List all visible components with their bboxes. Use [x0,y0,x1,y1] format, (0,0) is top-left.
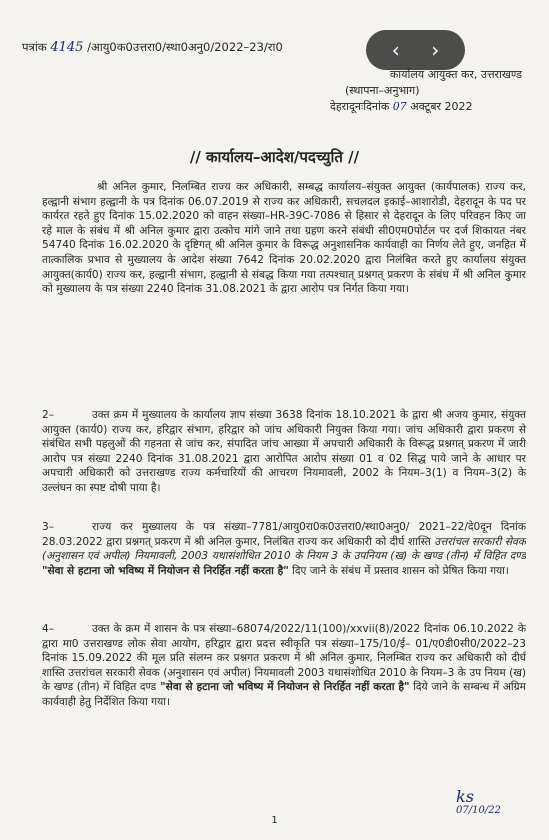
paragraph-3-text-b: दिए जाने के संबंध में प्रस्ताव शासन को प्रेषित किया गया। [288,564,509,577]
paragraph-4-penalty: "सेवा से हटाना जो भविष्य में नियोजन से निरर्हित नहीं करता है" [156,681,410,694]
paragraph-4-text-a: उक्त के क्रम में शासन के पत्र संख्या–68074/2022/11(100)/xxvii(8)/2022 दिनांक 06.10.2022 के द्वारा मा0 उत्तराखण्ड लोक सेवा आयोग, हरिद्वार द्वारा प्रदत्त स्वीकृति पत्र संख्या–175/10/ई– 01/ए0डी0सी0/2022–23 दिनांक 15.09.2022 की मूल प्रति संलग्न कर प्रश्नगत प्रकरण में श्री अनिल कुमार, निलम्बित राज्य कर अधिकारी को दीर्घ शास्ति उत्तरांचल सरकारी सेवक (अनुशासन एवं अपील) नियमावली 2003 यथासंशोधित 2010 के नियम–3 के उप नियम (ख) के खण्ड (तीन) में विहित दण्ड [42,623,526,694]
date-prefix: देहरादूनःदिनांक [330,100,390,113]
paragraph-3-penalty: "सेवा से हटाना जो भविष्य में नियोजन से निरर्हित नहीं करता है" [42,564,289,577]
office-name: कार्यालय आयुक्त कर, उत्तराखण्ड [389,68,522,81]
page-navigation [366,30,465,70]
next-page-button[interactable]: › [431,38,440,62]
paragraph-3 [42,520,526,610]
issue-date [330,100,473,114]
previous-page-button[interactable]: ‹ [391,38,400,62]
paragraph-1-text: श्री अनिल कुमार, निलम्बित राज्य कर अधिकारी, सम्बद्ध कार्यालय–संयुक्त आयुक्त (कार्यपालक) राज्य कर, हल्द्वानी संभाग हल्द्वानी के पत्र दिनांक 06.07.2019 से राज्य कर अधिकारी, सचलदल इकाई–आशारोडी, देहरादून के पद पर कार्यरत रहते हुए दिनांक 15.02.2020 को वाहन संख्या–HR-39C-7086 से हिसार से देहरादून के लिए परिवहन किए जा रहे माल के संबंध में श्री अनिल कुमार द्वारा उत्कोच मांगे जाने तथा ग्रहण करने संबंधी सी0एम0पोर्टल पर दर्ज शिकायत नंबर 54740 दिनांक 16.02.2020 के दृष्टिगत् श्री अनिल कुमार के विरूद्ध अनुशासनिक कार्यवाही का निर्णय लेते हुए, जनहित में तात्कालिक प्रभाव से मुख्यालय के आदेश संख्या 7642 दिनांक 20.02.2020 द्वारा निलंबित करते हुए कार्यालय संयुक्त आयुक्त(कार्य0) राज्य कर, हल्द्वानी संभाग, हल्द्वानी से संबद्ध किया गया तत्पश्चात् प्रश्नगत् प्रकरण के संबंध में श्री अनिल कुमार को मुख्यालय के पत्र संख्या 2240 दिनांक 31.08.2021 के द्वारा आरोप पत्र निर्गत किया गया। [42,181,526,296]
page-number: 1 [271,815,278,826]
signature-initials: ks [456,787,474,806]
reference-line [22,40,283,55]
signature-date: 07/10/22 [456,805,501,816]
date-suffix: अक्टूबर 2022 [410,100,473,113]
signature [456,787,501,818]
paragraph-2-text: उक्त क्रम में मुख्यालय के कार्यालय ज्ञाप संख्या 3638 दिनांक 18.10.2021 के द्वारा श्री अजय कुमार, संयुक्त आयुक्त (कार्य0) राज्य कर, हरिद्वार संभाग, हरिद्वार को जांच अधिकारी नियुक्त किया गया। जांच अधिकारी द्वारा प्रकरण से संबंधित सभी पहलुओं की गहनता से जांच कर, संपादित जांच आख्या में अपचारी अधिकारी के विरूद्ध प्रश्नगत् प्रकरण में जारी आरोप पत्र संख्या 2240 दिनांक 31.08.2021 द्वारा आरोपित आरोप संख्या 01 व 02 सिद्ध पाये जाने के आधार पर अपचारी अधिकारी को उत्तराखण्ड राज्य कर्मचारियों की आचरण नियमावली, 2002 के नियम–3(1) व नियम–3(2) के उल्लंघन का स्पष्ट दोषी पाया है। [42,409,526,494]
paragraph-4-number: 4– [42,623,55,635]
ref-rest: /आयु0क0उत्तरा0/स्था0अनु0/2022–23/रा0 [87,40,283,54]
paragraph-1 [42,180,526,390]
paragraph-4 [42,622,526,732]
paragraph-2-number: 2– [42,409,55,421]
ref-number: 4145 [50,40,84,55]
ref-prefix: पत्रांक [22,40,47,54]
paragraph-2 [42,408,526,513]
paragraph-4-text-b: दिये जाने के सम्बन्ध में अग्रिम कार्यवाही हेतु निर्देशित किया गया। [42,681,526,708]
office-section: (स्थापना–अनुभाग) [345,84,420,97]
paragraph-3-rule-text: उत्तरांचल सरकारी सेवक (अनुशासन एवं अपील) नियमावली, 2003 यथासंशोधित 2010 के नियम 3 के उपनियम (ख) के खण्ड (तीन) में विहित दण्ड [42,535,526,563]
paragraph-3-number: 3– [42,521,55,533]
paragraph-3-text-a: राज्य कर मुख्यालय के पत्र संख्या–7781/आयु0रा0क0उत्तरा0/स्था0अनु0/ 2021–22/दे0दून दिनांक 28.03.2022 द्वारा प्रश्नगत् प्रकरण में श्री अनिल कुमार, निलंबित राज्य कर अधिकारी को दीर्घ शास्ति [42,521,526,548]
date-day: 07 [392,100,407,113]
order-title: // कार्यालय–आदेश/पदच्युति // [189,148,360,166]
